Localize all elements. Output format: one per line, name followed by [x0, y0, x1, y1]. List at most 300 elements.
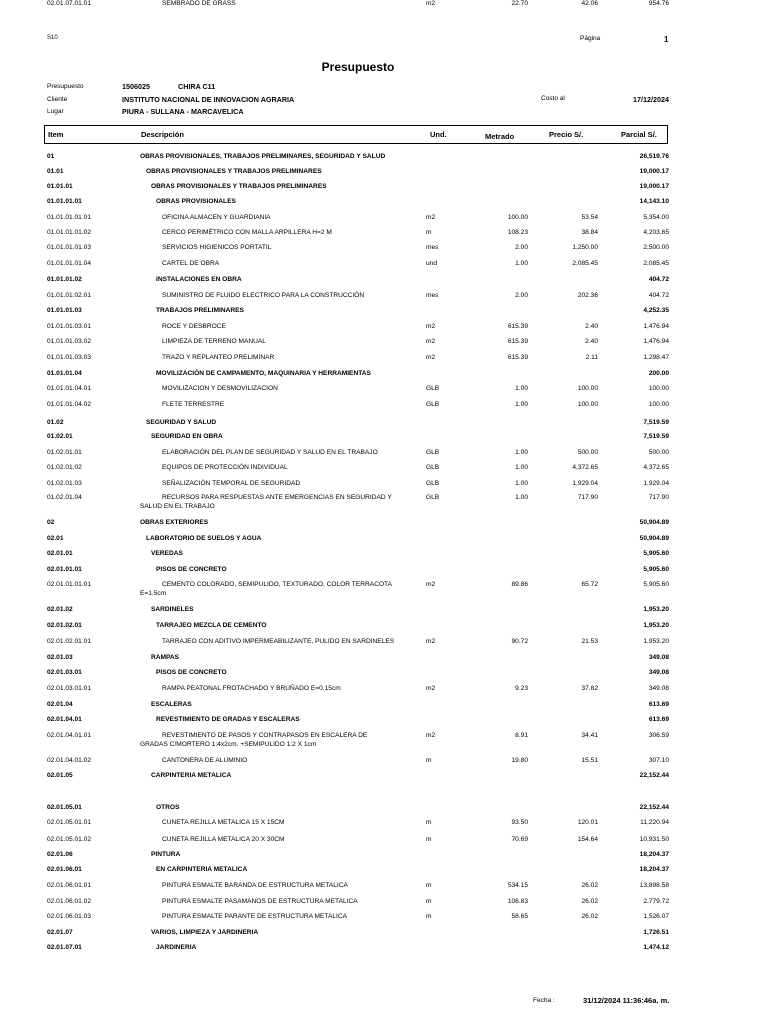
- table-row: [0, 276, 768, 288]
- row-parcial: 307.10: [648, 757, 669, 764]
- row-parcial: 1,298.47: [643, 354, 669, 361]
- table-row: [0, 480, 768, 492]
- table-row: [0, 494, 768, 510]
- row-item: 01.01.01.03.03: [47, 354, 91, 361]
- row-item: 02.01.04: [47, 701, 73, 708]
- row-item: 01.01: [47, 168, 64, 175]
- row-parcial: 306.59: [648, 732, 669, 739]
- row-precio: 38.84: [581, 229, 598, 236]
- row-item: 01.02.01.02: [47, 464, 82, 471]
- row-description: SEGURIDAD EN OBRA: [151, 433, 223, 440]
- row-description: SEÑALIZACIÓN TEMPORAL DE SEGURIDAD: [162, 480, 301, 487]
- row-description: TRAZO Y REPLANTEO PRELIMINAR: [162, 354, 275, 361]
- row-unit: m2: [426, 732, 436, 739]
- row-parcial: 50,904.89: [639, 519, 669, 526]
- row-metrado: 100.00: [507, 214, 528, 221]
- row-description: OBRAS PROVISIONALES, TRABAJOS PRELIMINARES, SEGURIDAD Y SALUD: [140, 153, 386, 160]
- table-row: [0, 866, 768, 878]
- row-item: 02.01.02.01: [47, 622, 82, 629]
- row-parcial: 5,905.60: [643, 550, 669, 557]
- table-row: [0, 898, 768, 910]
- row-description: MOVILIZACIÓN DE CAMPAMENTO, MAQUINARIA Y HERRAMIENTAS: [156, 370, 371, 377]
- row-metrado: 8.91: [515, 732, 528, 739]
- row-metrado: 93.50: [511, 819, 528, 826]
- row-description: CARPINTERIA METALICA: [151, 772, 232, 779]
- row-metrado: 1.00: [515, 480, 528, 487]
- row-parcial: 954.76: [648, 0, 669, 7]
- presupuesto-label: Presupuesto: [47, 83, 84, 90]
- row-parcial: 5,905.60: [643, 581, 669, 588]
- table-row: [0, 804, 768, 816]
- row-parcial: 4,203.65: [643, 229, 669, 236]
- row-parcial: 4,252.35: [643, 307, 669, 314]
- table-row: [0, 944, 768, 956]
- row-description: RAMPA PEATONAL FROTACHADO Y BRUÑADO E=0.15cm: [162, 685, 341, 692]
- row-parcial: 5,905.60: [643, 566, 669, 573]
- row-precio: 2,085.45: [572, 260, 598, 267]
- row-description: EN CARPINTERIA METALICA: [156, 866, 248, 873]
- row-parcial: 10,931.50: [639, 836, 669, 843]
- row-unit: m: [426, 913, 432, 920]
- row-item: 01.02.01.04: [47, 494, 82, 501]
- row-item: 02: [47, 519, 55, 526]
- table-row: [0, 519, 768, 531]
- row-parcial: 1,474.12: [643, 944, 669, 951]
- row-unit: mes: [426, 244, 439, 251]
- row-item: 01.01.01.01.01: [47, 214, 91, 221]
- row-item: 01.01.01.04.02: [47, 401, 91, 408]
- table-row: [0, 323, 768, 335]
- row-parcial: 1,476.94: [643, 323, 669, 330]
- row-metrado: 615.39: [507, 354, 528, 361]
- col-item: Item: [48, 130, 64, 139]
- row-unit: m: [426, 757, 432, 764]
- row-unit: m: [426, 836, 432, 843]
- row-item: 02.01.03: [47, 654, 73, 661]
- row-metrado: 615.39: [507, 323, 528, 330]
- table-row: [0, 464, 768, 476]
- row-parcial: 1,929.04: [643, 480, 669, 487]
- row-item: 01.01.01.02.01: [47, 292, 91, 299]
- row-unit: m2: [426, 0, 436, 7]
- row-metrado: 534.15: [507, 882, 528, 889]
- row-precio: 154.64: [577, 836, 598, 843]
- row-item: 02.01.05: [47, 772, 73, 779]
- row-description: SEMBRADO DE GRASS: [162, 0, 236, 7]
- row-description: PISOS DE CONCRETO: [156, 566, 227, 573]
- col-precio: Precio S/.: [549, 130, 584, 139]
- row-description: PINTURA: [151, 851, 181, 858]
- table-row: [0, 401, 768, 413]
- row-unit: m2: [426, 638, 436, 645]
- row-metrado: 70.69: [511, 836, 528, 843]
- row-precio: 100.00: [577, 385, 598, 392]
- table-row: [0, 338, 768, 350]
- row-metrado: 2.00: [515, 292, 528, 299]
- system-code: S10: [47, 35, 58, 41]
- table-row: [0, 244, 768, 256]
- table-row: [0, 370, 768, 382]
- table-row: [0, 757, 768, 769]
- row-item: 01.01.01.01: [47, 198, 82, 205]
- row-item: 02.01.03.01: [47, 669, 82, 676]
- lugar-label: Lugar: [47, 108, 64, 115]
- row-metrado: 89.86: [511, 581, 528, 588]
- row-item: 02.01.06.01.02: [47, 898, 91, 905]
- row-description: OBRAS PROVISIONALES Y TRABAJOS PRELIMINARES: [146, 168, 322, 175]
- row-description: TRABAJOS PRELIMINARES: [156, 307, 244, 314]
- row-metrado: 1.00: [515, 260, 528, 267]
- table-row: [0, 198, 768, 210]
- row-precio: 26.02: [581, 913, 598, 920]
- row-item: 01.02: [47, 419, 64, 426]
- table-row: [0, 292, 768, 304]
- row-precio: 1,929.04: [572, 480, 598, 487]
- row-unit: m2: [426, 338, 436, 345]
- row-parcial: 404.72: [648, 276, 669, 283]
- table-row: [0, 716, 768, 728]
- row-parcial: 1,953.20: [643, 638, 669, 645]
- table-row: [0, 419, 768, 431]
- table-row: [0, 260, 768, 272]
- page-number: 1: [664, 35, 669, 44]
- row-item: 02.01.01.01.01: [47, 581, 91, 588]
- table-row: [0, 701, 768, 713]
- row-parcial: 613.69: [648, 716, 669, 723]
- row-metrado: 106.83: [507, 898, 528, 905]
- row-item: 02.01.05.01.01: [47, 819, 91, 826]
- row-description: PINTURA ESMALTE PARANTE DE ESTRUCTURA METALICA: [162, 913, 348, 920]
- row-description: OBRAS EXTERIORES: [140, 519, 209, 526]
- table-row: [0, 566, 768, 578]
- table-row: [0, 433, 768, 445]
- row-precio: 2.40: [585, 338, 598, 345]
- row-description: CANTONERA DE ALUMINIO: [162, 757, 248, 764]
- row-parcial: 1,953.20: [643, 622, 669, 629]
- row-description: RECURSOS PARA RESPUESTAS ANTE EMERGENCIAS EN SEGURIDAD Y: [162, 494, 392, 501]
- row-item: 01.01.01.04: [47, 370, 82, 377]
- table-row: [0, 638, 768, 650]
- row-item: 01.01.01.03.02: [47, 338, 91, 345]
- row-parcial: 13,898.58: [639, 882, 669, 889]
- row-parcial: 22,152.44: [639, 804, 669, 811]
- row-item: 01.01.01.03: [47, 307, 82, 314]
- row-description: REVESTIMIENTO DE PASOS Y CONTRAPASOS EN ESCALERA DE: [162, 732, 368, 739]
- table-row: [0, 929, 768, 941]
- table-row: [0, 307, 768, 319]
- row-item: 01.01.01.01.02: [47, 229, 91, 236]
- row-item: 01.01.01.02: [47, 276, 82, 283]
- row-unit: m2: [426, 214, 436, 221]
- row-item: 02.01.01: [47, 550, 73, 557]
- row-item: 02.01: [47, 535, 64, 542]
- table-row: [0, 622, 768, 634]
- row-description: ELABORACIÓN DEL PLAN DE SEGURIDAD Y SALUD EN EL TRABAJO: [162, 449, 378, 456]
- row-unit: GLB: [426, 385, 440, 392]
- row-metrado: 22.70: [511, 0, 528, 7]
- row-parcial: 26,519.76: [639, 153, 669, 160]
- row-unit: GLB: [426, 464, 440, 471]
- table-row: [0, 685, 768, 697]
- table-row: [0, 550, 768, 562]
- row-metrado: 1.00: [515, 464, 528, 471]
- row-unit: m: [426, 882, 432, 889]
- row-precio: 202.36: [577, 292, 598, 299]
- row-description: SERVICIOS HIGIENICOS PORTATIL: [162, 244, 272, 251]
- table-row: [0, 229, 768, 241]
- row-item: 02.01.06.01: [47, 866, 82, 873]
- row-description: RAMPAS: [151, 654, 180, 661]
- row-precio: 500.00: [577, 449, 598, 456]
- cliente-label: Cliente: [47, 96, 68, 103]
- row-description: PINTURA ESMALTE BARANDA DE ESTRUCTURA METALICA: [162, 882, 348, 889]
- table-row: [0, 606, 768, 618]
- row-description: ESCALERAS: [151, 701, 192, 708]
- row-description: VEREDAS: [151, 550, 183, 557]
- col-und: Und.: [430, 130, 447, 139]
- row-description: PISOS DE CONCRETO: [156, 669, 227, 676]
- row-precio: 21.53: [581, 638, 598, 645]
- row-parcial: 5,354.00: [643, 214, 669, 221]
- row-description: SARDINELES: [151, 606, 194, 613]
- row-description: SUMINISTRO DE FLUIDO ELECTRICO PARA LA CONSTRUCCIÓN: [162, 292, 365, 299]
- row-parcial: 2,779.72: [643, 898, 669, 905]
- row-description: OTROS: [156, 804, 180, 811]
- costo-value: 17/12/2024: [633, 95, 669, 104]
- table-row: [0, 168, 768, 180]
- table-row: [0, 214, 768, 226]
- row-parcial: 100.00: [648, 385, 669, 392]
- page-label: Página: [580, 35, 601, 42]
- row-description: OFICINA ALMACEN Y GUARDIANIA: [162, 214, 271, 221]
- row-description: TARRAJEO MEZCLA DE CEMENTO: [156, 622, 267, 629]
- row-metrado: 1.00: [515, 385, 528, 392]
- row-metrado: 1.00: [515, 494, 528, 501]
- row-precio: 15.51: [581, 757, 598, 764]
- row-description: FLETE TERRESTRE: [162, 401, 225, 408]
- row-parcial: 22,152.44: [639, 772, 669, 779]
- row-unit: m2: [426, 354, 436, 361]
- row-item: 01.01.01: [47, 183, 73, 190]
- row-description: CUNETA REJILLA METALICA 20 X 30CM: [162, 836, 285, 843]
- table-row: [0, 183, 768, 195]
- row-parcial: 50,904.89: [639, 535, 669, 542]
- row-description: ROCE Y DESBROCE: [162, 323, 226, 330]
- table-row: [0, 581, 768, 597]
- row-item: 02.01.07.01.01: [47, 0, 91, 7]
- row-parcial: 18,204.37: [639, 851, 669, 858]
- lugar-value: PIURA - SULLANA - MARCAVELICA: [122, 107, 244, 116]
- table-row: [0, 153, 768, 165]
- presupuesto-name: CHIRA C11: [178, 82, 216, 91]
- row-metrado: 108.23: [507, 229, 528, 236]
- row-precio: 120.01: [577, 819, 598, 826]
- row-item: 01.01.01.01.04: [47, 260, 91, 267]
- row-item: 01.02.01.01: [47, 449, 82, 456]
- row-item: 02.01.05.01.02: [47, 836, 91, 843]
- row-item: 01.01.01.03.01: [47, 323, 91, 330]
- row-parcial: 200.00: [648, 370, 669, 377]
- row-parcial: 7,519.59: [643, 419, 669, 426]
- row-description: CUNETA REJILLA METALICA 15 X 15CM: [162, 819, 285, 826]
- row-metrado: 9.23: [515, 685, 528, 692]
- row-unit: und: [426, 260, 438, 267]
- table-row: [0, 772, 768, 784]
- row-parcial: 613.69: [648, 701, 669, 708]
- row-metrado: 2.00: [515, 244, 528, 251]
- row-precio: 717.90: [577, 494, 598, 501]
- row-parcial: 717.90: [648, 494, 669, 501]
- row-parcial: 1,726.51: [643, 929, 669, 936]
- row-unit: GLB: [426, 494, 440, 501]
- row-unit: GLB: [426, 449, 440, 456]
- row-item: 02.01.07: [47, 929, 73, 936]
- col-parcial: Parcial S/.: [621, 130, 657, 139]
- document-title: Presupuesto: [321, 60, 395, 74]
- row-parcial: 18,204.37: [639, 866, 669, 873]
- row-precio: 2.11: [585, 354, 598, 361]
- col-metrado: Metrado: [485, 132, 515, 141]
- table-row: [0, 354, 768, 366]
- row-parcial: 2,085.45: [643, 260, 669, 267]
- row-description: MOVILIZACION Y DESMOVILIZACION: [162, 385, 278, 392]
- table-row: [0, 535, 768, 547]
- row-description: OBRAS PROVISIONALES Y TRABAJOS PRELIMINARES: [151, 183, 327, 190]
- row-metrado: 19.80: [511, 757, 528, 764]
- row-parcial: 7,519.59: [643, 433, 669, 440]
- row-metrado: 90.72: [511, 638, 528, 645]
- row-parcial: 100.00: [648, 401, 669, 408]
- row-precio: 26.02: [581, 882, 598, 889]
- row-item: 02.01.01.01: [47, 566, 82, 573]
- row-precio: 100.00: [577, 401, 598, 408]
- row-description: OBRAS PROVISIONALES: [156, 198, 236, 205]
- row-precio: 65.72: [581, 581, 598, 588]
- fecha-label: Fecha :: [533, 997, 555, 1004]
- row-item: 01.01.01.01.03: [47, 244, 91, 251]
- row-item: 02.01.02.01.01: [47, 638, 91, 645]
- row-parcial: 500.00: [648, 449, 669, 456]
- table-row: [0, 851, 768, 863]
- row-description: CERCO PERIMÉTRICO CON MALLA ARPILLERA H=2 M: [162, 229, 332, 236]
- row-metrado: 1.00: [515, 449, 528, 456]
- row-precio: 1,250.00: [572, 244, 598, 251]
- row-description: JARDINERIA: [156, 944, 197, 951]
- row-description-cont: SALUD EN EL TRABAJO: [140, 503, 215, 510]
- row-precio: 37.82: [581, 685, 598, 692]
- table-row: [0, 732, 768, 748]
- row-unit: m2: [426, 581, 436, 588]
- cliente-value: INSTITUTO NACIONAL DE INNOVACION AGRARIA: [122, 95, 295, 104]
- table-row: [0, 654, 768, 666]
- row-parcial: 349.08: [648, 669, 669, 676]
- row-metrado: 1.00: [515, 401, 528, 408]
- row-precio: 26.02: [581, 898, 598, 905]
- row-unit: m: [426, 898, 432, 905]
- row-item: 02.01.06.01.03: [47, 913, 91, 920]
- row-description: LIMPIEZA DE TERRENO MANUAL: [162, 338, 266, 345]
- row-item: 02.01.07.01: [47, 944, 82, 951]
- table-row: [0, 819, 768, 831]
- costo-label: Costo al: [541, 95, 565, 102]
- row-parcial: 349.08: [648, 654, 669, 661]
- row-unit: GLB: [426, 401, 440, 408]
- row-precio: 34.41: [581, 732, 598, 739]
- row-description: EQUIPOS DE PROTECCIÓN INDIVIDUAL: [162, 464, 288, 471]
- row-description-cont: E=1.5cm: [140, 590, 167, 597]
- row-metrado: 615.39: [507, 338, 528, 345]
- table-row: [0, 0, 768, 12]
- row-parcial: 4,372.65: [643, 464, 669, 471]
- presupuesto-code: 1506025: [122, 82, 150, 91]
- row-parcial: 11,220.94: [640, 819, 669, 826]
- row-parcial: 1,526.07: [643, 913, 669, 920]
- row-item: 01: [47, 153, 55, 160]
- row-item: 02.01.04.01.01: [47, 732, 91, 739]
- row-parcial: 19,000.17: [639, 168, 669, 175]
- col-descripcion: Descripción: [141, 130, 184, 139]
- row-item: 02.01.04.01.02: [47, 757, 91, 764]
- row-parcial: 1,476.94: [643, 338, 669, 345]
- row-item: 01.01.01.04.01: [47, 385, 91, 392]
- row-item: 01.02.01: [47, 433, 73, 440]
- row-precio: 53.54: [581, 214, 598, 221]
- row-parcial: 14,143.10: [639, 198, 669, 205]
- row-item: 02.01.02: [47, 606, 73, 613]
- row-description: CEMENTO COLORADO, SEMIPULIDO, TEXTURADO, COLOR TERRACOTA: [162, 581, 392, 588]
- row-description: PINTURA ESMALTE PASAMANOS DE ESTRUCTURA METALICA: [162, 898, 358, 905]
- table-row: [0, 669, 768, 681]
- row-description: INSTALACIONES EN OBRA: [156, 276, 242, 283]
- row-item: 02.01.04.01: [47, 716, 82, 723]
- table-header: [44, 125, 668, 144]
- row-metrado: 58.65: [511, 913, 528, 920]
- table-row: [0, 913, 768, 925]
- row-description: LABORATORIO DE SUELOS Y AGUA: [146, 535, 262, 542]
- row-parcial: 1,953.20: [643, 606, 669, 613]
- row-item: 02.01.06.01.01: [47, 882, 91, 889]
- row-parcial: 2,500.00: [643, 244, 669, 251]
- row-description: REVESTIMIENTO DE GRADAS Y ESCALERAS: [156, 716, 300, 723]
- row-description: SEGURIDAD Y SALUD: [146, 419, 217, 426]
- row-description: VARIOS, LIMPIEZA Y JARDINERIA: [151, 929, 259, 936]
- row-precio: 4,372.65: [572, 464, 598, 471]
- row-item: 02.01.06: [47, 851, 73, 858]
- table-row: [0, 449, 768, 461]
- row-parcial: 404.72: [648, 292, 669, 299]
- row-item: 02.01.05.01: [47, 804, 82, 811]
- row-unit: GLB: [426, 480, 440, 487]
- row-parcial: 349.08: [648, 685, 669, 692]
- row-parcial: 19,000.17: [639, 183, 669, 190]
- row-unit: mes: [426, 292, 439, 299]
- row-item: 01.02.01.03: [47, 480, 82, 487]
- row-description-cont: GRADAS C/MORTERO 1:4x2cm. +SEMIPULIDO 1:2 X 1cm: [140, 741, 317, 748]
- table-row: [0, 836, 768, 848]
- row-unit: m2: [426, 323, 436, 330]
- row-unit: m2: [426, 685, 436, 692]
- row-precio: 2.40: [585, 323, 598, 330]
- row-description: CARTEL DE OBRA: [162, 260, 220, 267]
- row-precio: 42.06: [581, 0, 598, 7]
- row-item: 02.01.03.01.01: [47, 685, 91, 692]
- fecha-value: 31/12/2024 11:36:46a. m.: [583, 996, 670, 1005]
- row-unit: m: [426, 229, 432, 236]
- table-row: [0, 882, 768, 894]
- row-description: TARRAJEO CON ADITIVO IMPERMEABILIZANTE, PULIDO EN SARDINELES: [162, 638, 395, 645]
- table-row: [0, 385, 768, 397]
- row-unit: m: [426, 819, 432, 826]
